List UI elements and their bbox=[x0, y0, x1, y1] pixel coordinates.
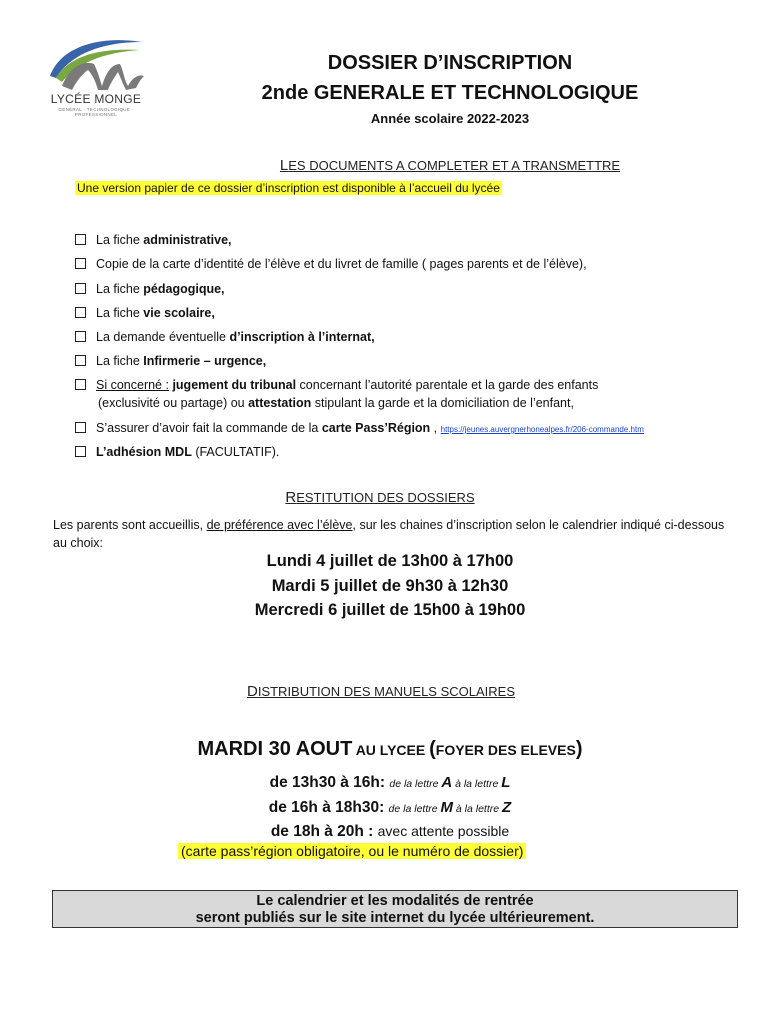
date-monday: Lundi 4 juillet de 13h00 à 17h00 bbox=[266, 552, 514, 570]
checklist-item-administrative: La fiche administrative, bbox=[75, 231, 232, 249]
checkbox-icon bbox=[75, 355, 86, 366]
section-manuels-title: DISTRIBUTION DES MANUELS SCOLAIRES bbox=[246, 683, 515, 700]
distribution-date: MARDI 30 AOUT AU LYCEE (FOYER DES ELEVES) bbox=[197, 738, 583, 760]
paper-version-note: Une version papier de ce dossier d’inscription est disponible à l’accueil du lycée bbox=[77, 181, 500, 195]
checklist-item-vie-scolaire: La fiche vie scolaire, bbox=[75, 304, 215, 322]
checkbox-icon bbox=[75, 379, 86, 390]
school-logo bbox=[44, 36, 148, 126]
slot-1: de 13h30 à 16h: de la lettre A à la lettre L bbox=[269, 774, 511, 791]
date-tuesday: Mardi 5 juillet de 9h30 à 12h30 bbox=[271, 577, 509, 595]
school-year: Année scolaire 2022-2023 bbox=[370, 111, 530, 126]
checklist-item-jugement: Si concerné : jugement du tribunal concernant l’autorité parentale et la garde des enfants (exclusivité ou partage) ou attestation stipulant la garde et la domiciliation de l’enfant, bbox=[75, 376, 745, 412]
slot-2: de 16h à 18h30: de la lettre M à la lettre Z bbox=[268, 799, 512, 816]
section-restitution-title: RESTITUTION DES DOSSIERS bbox=[285, 489, 475, 506]
footer-line-1: Le calendrier et les modalités de rentrée bbox=[256, 893, 534, 909]
slot-3: de 18h à 20h : avec attente possible bbox=[270, 823, 510, 840]
checkbox-icon bbox=[75, 258, 86, 269]
logo-swoosh-icon bbox=[44, 36, 148, 94]
checklist-item-pass-region: S’assurer d’avoir fait la commande de la carte Pass’Région , https://jeunes.auvergnerhonealpes.fr/206-commande.htm bbox=[75, 419, 644, 439]
checkbox-icon bbox=[75, 307, 86, 318]
document-subtitle: 2nde GENERALE ET TECHNOLOGIQUE bbox=[261, 82, 639, 104]
section-documents-title: LES DOCUMENTS A COMPLETER ET A TRANSMETTRE bbox=[279, 157, 621, 174]
checkbox-icon bbox=[75, 446, 86, 457]
checklist-item-mdl: L’adhésion MDL (FACULTATIF). bbox=[75, 443, 279, 461]
checkbox-icon bbox=[75, 234, 86, 245]
checklist-item-infirmerie: La fiche Infirmerie – urgence, bbox=[75, 352, 266, 370]
checklist-item-pedagogique: La fiche pédagogique, bbox=[75, 280, 225, 298]
checklist-item-identity: Copie de la carte d’identité de l’élève et du livret de famille ( pages parents et de l’élève), bbox=[75, 255, 587, 273]
restitution-paragraph: Les parents sont accueillis, de préférence avec l’élève, sur les chaines d’inscription selon le calendrier indiqué ci-dessous au choix: bbox=[53, 518, 725, 550]
document-title: DOSSIER D’INSCRIPTION bbox=[327, 52, 573, 74]
pass-region-note: (carte pass’région obligatoire, ou le numéro de dossier) bbox=[178, 843, 526, 859]
checkbox-icon bbox=[75, 283, 86, 294]
pass-region-link[interactable]: https://jeunes.auvergnerhonealpes.fr/206-commande.htm bbox=[440, 425, 644, 434]
logo-text: LYCÉE MONGE bbox=[50, 92, 142, 106]
checkbox-icon bbox=[75, 422, 86, 433]
checkbox-icon bbox=[75, 331, 86, 342]
logo-tagline: GÉNÉRAL · TECHNOLOGIQUE · PROFESSIONNEL bbox=[58, 107, 134, 117]
date-wednesday: Mercredi 6 juillet de 15h00 à 19h00 bbox=[254, 601, 526, 619]
checklist-item-internat: La demande éventuelle d’inscription à l’internat, bbox=[75, 328, 375, 346]
footer-line-2: seront publiés sur le site internet du lycée ultérieurement. bbox=[195, 910, 595, 926]
footer-notice bbox=[52, 890, 738, 928]
